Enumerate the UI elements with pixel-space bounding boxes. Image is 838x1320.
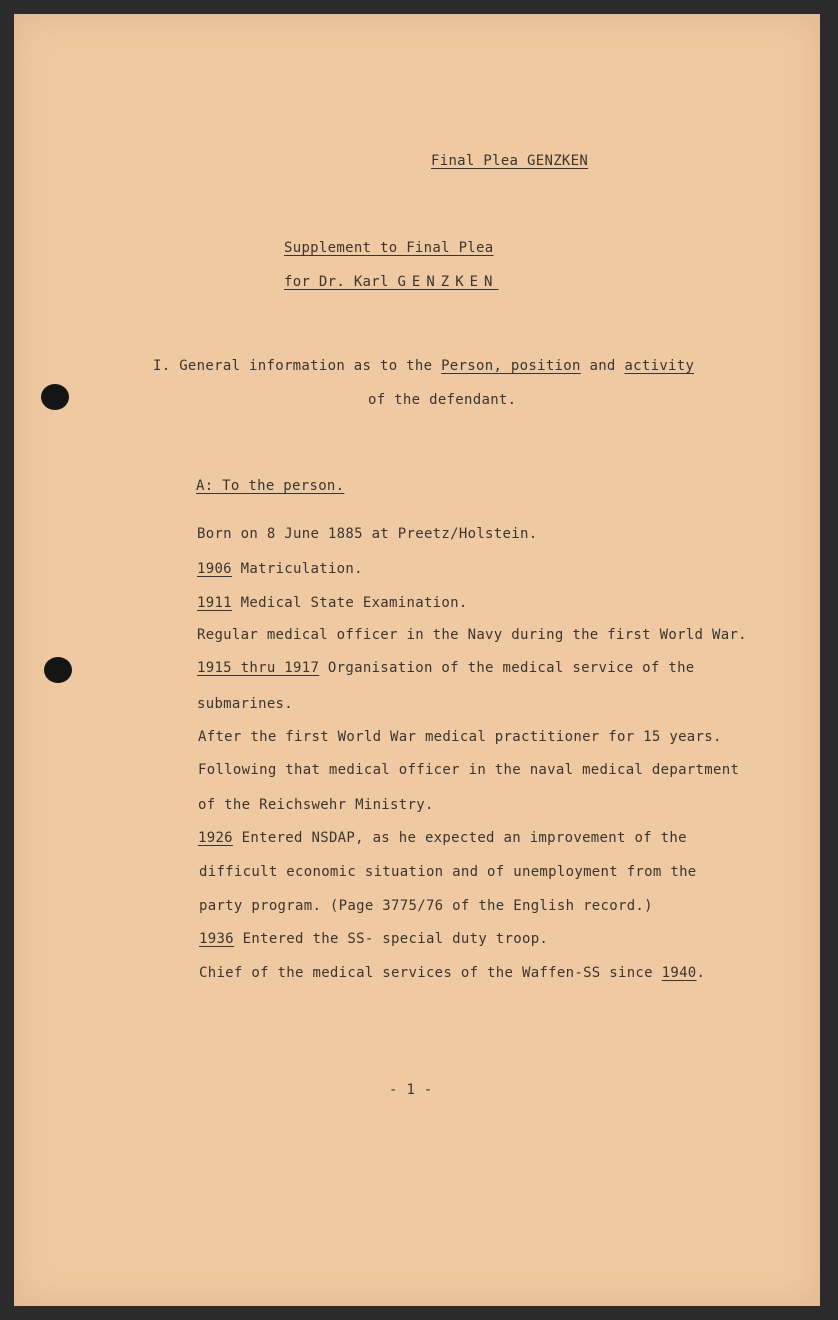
entry-1936 xyxy=(199,931,548,947)
section-i-text: General information as to the xyxy=(179,358,442,374)
entry-1926 xyxy=(198,830,687,846)
year-1936: 1936 xyxy=(199,931,234,947)
entry-1915 xyxy=(197,660,695,676)
entry-chief-end: . xyxy=(696,965,706,981)
year-1926: 1926 xyxy=(198,830,233,846)
subsection-a-heading: A: To the person. xyxy=(196,478,345,494)
section-i-heading-line2: of the defendant. xyxy=(368,392,517,408)
section-i-heading xyxy=(153,358,694,374)
punch-hole-bottom xyxy=(44,657,72,683)
entry-1936-text: Entered the SS- special duty troop. xyxy=(233,931,549,947)
section-i-person-position: Person, position xyxy=(441,358,581,374)
entry-born: Born on 8 June 1885 at Preetz/Holstein. xyxy=(197,526,538,542)
section-i-number: I. xyxy=(153,358,171,374)
supplement-subtitle xyxy=(284,274,499,290)
header-title: Final Plea GENZKEN xyxy=(431,153,589,169)
entry-party-program: party program. (Page 3775/76 of the English record.) xyxy=(199,898,653,914)
entry-chief-text: Chief of the medical services of the Waffen-SS since xyxy=(199,965,662,981)
entry-after-war: After the first World War medical practitioner for 15 years. xyxy=(198,729,722,745)
entry-1906-text: Matriculation. xyxy=(231,561,363,577)
punch-hole-top xyxy=(41,384,69,410)
entry-1906 xyxy=(197,561,363,577)
year-1940: 1940 xyxy=(661,965,697,981)
section-i-activity: activity xyxy=(624,358,695,374)
section-i-and: and xyxy=(580,358,625,374)
entry-1915-text: Organisation of the medical service of the xyxy=(319,660,695,676)
year-1911: 1911 xyxy=(197,595,232,611)
entry-following: Following that medical officer in the naval medical department xyxy=(198,762,740,778)
supplement-title: Supplement to Final Plea xyxy=(284,240,494,256)
page-number: - 1 - xyxy=(389,1082,433,1098)
year-1906: 1906 xyxy=(197,561,232,577)
defendant-name: GENZKEN xyxy=(397,274,499,290)
entry-reichswehr: of the Reichswehr Ministry. xyxy=(198,797,434,813)
year-1915-1917: 1915 thru 1917 xyxy=(197,660,320,676)
entry-1926-text: Entered NSDAP, as he expected an improvement of the xyxy=(232,830,687,846)
entry-chief xyxy=(199,965,705,981)
supplement-for-label: for Dr. Karl xyxy=(284,274,398,290)
entry-regular-officer: Regular medical officer in the Navy during the first World War. xyxy=(197,627,747,643)
entry-1911 xyxy=(197,595,468,611)
entry-1911-text: Medical State Examination. xyxy=(231,595,468,611)
entry-difficult: difficult economic situation and of unemployment from the xyxy=(199,864,697,880)
entry-submarines: submarines. xyxy=(197,696,294,712)
